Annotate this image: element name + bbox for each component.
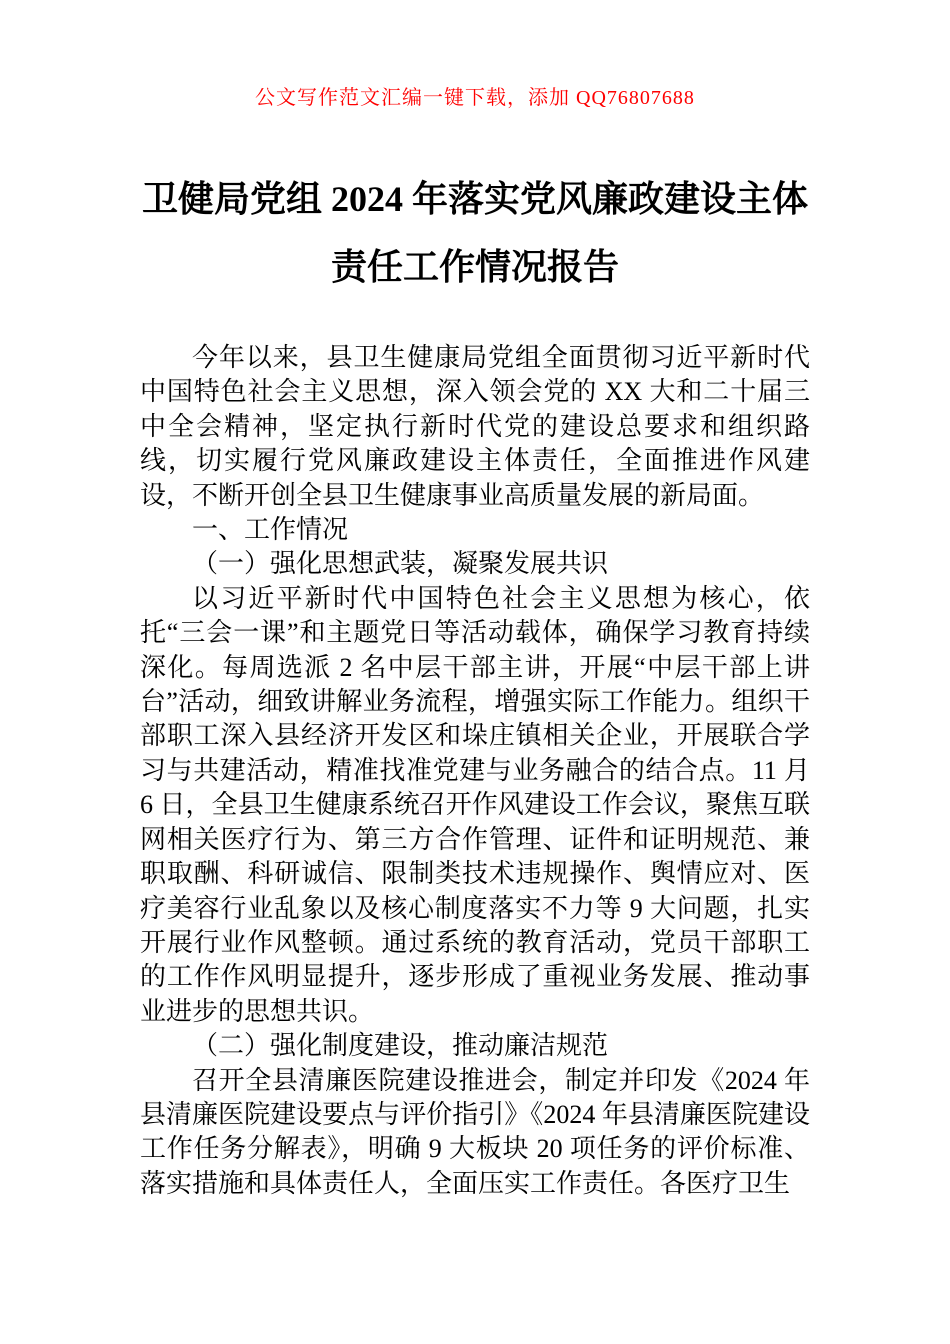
- heading-subsection-1-2: （二）强化制度建设，推动廉洁规范: [192, 1031, 609, 1061]
- paragraph-subsection-1-2: 召开全县清廉医院建设推进会，制定并印发《2024 年县清廉医院建设要点与评价指引》《2024 年县清廉医院建设工作任务分解表》，明确 9 大板块 20 项任务的评价标准、落实措施和具体责任人，全面压实工作责任。各医疗卫生: [140, 1065, 810, 1198]
- paragraph-subsection-1-1: 以习近平新时代中国特色社会主义思想为核心，依托“三会一课”和主题党日等活动载体，确保学习教育持续深化。每周选派 2 名中层干部主讲，开展“中层干部上讲台”活动，细致讲解业务流程，增强实际工作能力。组织干部职工深入县经济开发区和垛庄镇相关企业，开展联合学习与共建活动，精准找准党建与业务融合的结合点。11 月 6 日，全县卫生健康系统召开作风建设工作会议，聚焦互联网相关医疗行为、第三方合作管理、证件和证明规范、兼职取酬、科研诚信、限制类技术违规操作、舆情应对、医疗美容行业乱象以及核心制度落实不力等 9 大问题，扎实开展行业作风整顿。通过系统的教育活动，党员干部职工的工作作风明显提升，逐步形成了重视业务发展、推动事业进步的思想共识。: [140, 583, 810, 1026]
- document-body: [140, 341, 810, 1201]
- promo-banner: 公文写作范文汇编一键下载，添加 QQ76807688: [255, 87, 695, 109]
- paragraph-intro: 今年以来，县卫生健康局党组全面贯彻习近平新时代中国特色社会主义思想，深入领会党的 XX 大和二十届三中全会精神，坚定执行新时代党的建设总要求和组织路线，切实履行党风廉政建设主体责任，全面推进作风建设，不断开创全县卫生健康事业高质量发展的新局面。: [140, 343, 810, 510]
- document-title-line-1: 卫健局党组 2024 年落实党风廉政建设主体: [141, 179, 808, 219]
- document-title-line-2: 责任工作情况报告: [330, 247, 619, 287]
- document-title: [70, 165, 880, 301]
- heading-subsection-1-1: （一）强化思想武装，凝聚发展共识: [192, 549, 609, 579]
- heading-section-1: 一、工作情况: [192, 515, 349, 545]
